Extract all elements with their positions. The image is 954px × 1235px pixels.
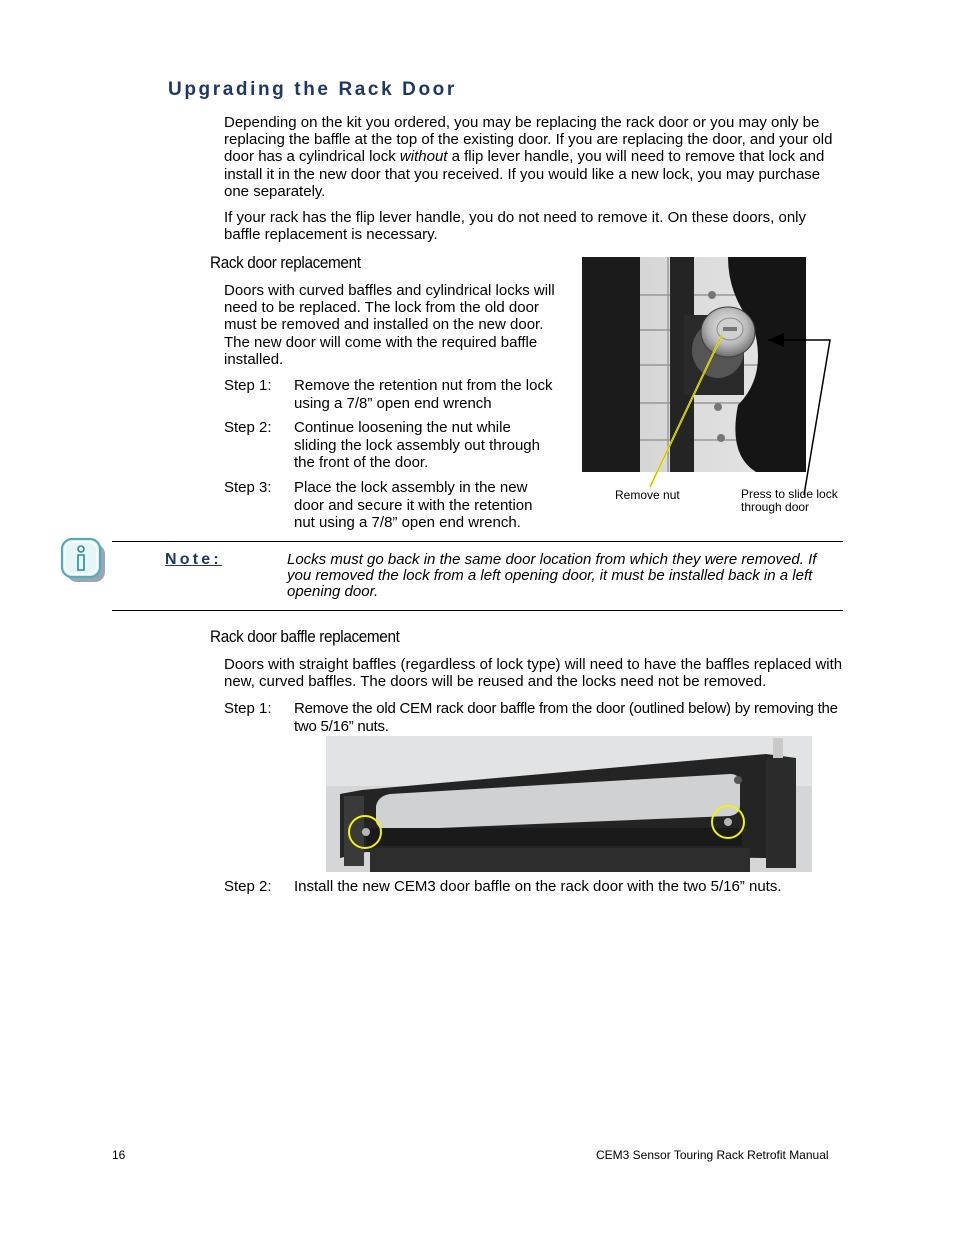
door-step-3-label: Step 3: [224, 479, 272, 496]
door-step-2-text: Continue loosening the nut while sliding the lock assembly out through the front of the door. [294, 419, 540, 471]
caption-press-slide: Press to slide lock through door [741, 487, 838, 514]
baffle-step-1-label: Step 1: [224, 700, 272, 717]
note-bottom-rule [112, 610, 843, 611]
baffle-step-2-text: Install the new CEM3 door baffle on the rack door with the two 5/16” nuts. [294, 878, 782, 895]
intro-text-b: a flip lever handle, you will need to remove that lock and install it in the new door that you received. If you would like a new lock, you may purchase one separately. [224, 148, 825, 200]
caption-remove-nut: Remove nut [615, 488, 680, 502]
baffle-step-2-label: Step 2: [224, 878, 272, 895]
info-icon [58, 536, 108, 584]
door-step-3-text: Place the lock assembly in the new door and secure it with the retention nut using a 7/8” open end wrench. [294, 479, 533, 531]
door-step-2-label: Step 2: [224, 419, 272, 436]
note-label: Note: [165, 551, 222, 568]
door-step-1-text: Remove the retention nut from the lock using a 7/8” open end wrench [294, 377, 553, 412]
lock-photo [578, 255, 840, 520]
section-title: Upgrading the Rack Door [168, 79, 457, 100]
note-top-rule [112, 541, 843, 542]
door-replacement-body: Doors with curved baffles and cylindrical locks will need to be replaced. The lock from the old door must be removed and installed on the new door. The new door will come with the required baffle installed. [224, 282, 555, 368]
intro-paragraph-1 [224, 114, 844, 200]
baffle-replacement-heading: Rack door baffle replacement [210, 627, 400, 646]
baffle-step-1-text: Remove the old CEM rack door baffle from the door (outlined below) by removing the two 5/16” nuts. [294, 700, 838, 735]
baffle-replacement-body: Doors with straight baffles (regardless of lock type) will need to have the baffles replaced with new, curved baffles. The doors will be reused and the locks need not be removed. [224, 656, 843, 691]
intro-paragraph-2: If your rack has the flip lever handle, you do not need to remove it. On these doors, only baffle replacement is necessary. [224, 209, 806, 244]
intro-emphasis: without [399, 148, 448, 166]
footer-doc-title: CEM3 Sensor Touring Rack Retrofit Manual [596, 1148, 829, 1162]
page-number: 16 [112, 1148, 126, 1162]
door-replacement-heading: Rack door replacement [210, 253, 361, 272]
intro-text-a: Depending on the kit you ordered, you may be replacing the rack door or you may only be replacing the baffle at the top of the existing door. If you are replacing the door, and your old door has a cylindrical lock [224, 114, 833, 166]
note-text: Locks must go back in the same door location from which they were removed. If you removed the lock from a left opening door, it must be installed back in a left opening door. [287, 551, 817, 600]
baffle-photo [326, 736, 812, 872]
door-step-1-label: Step 1: [224, 377, 272, 394]
